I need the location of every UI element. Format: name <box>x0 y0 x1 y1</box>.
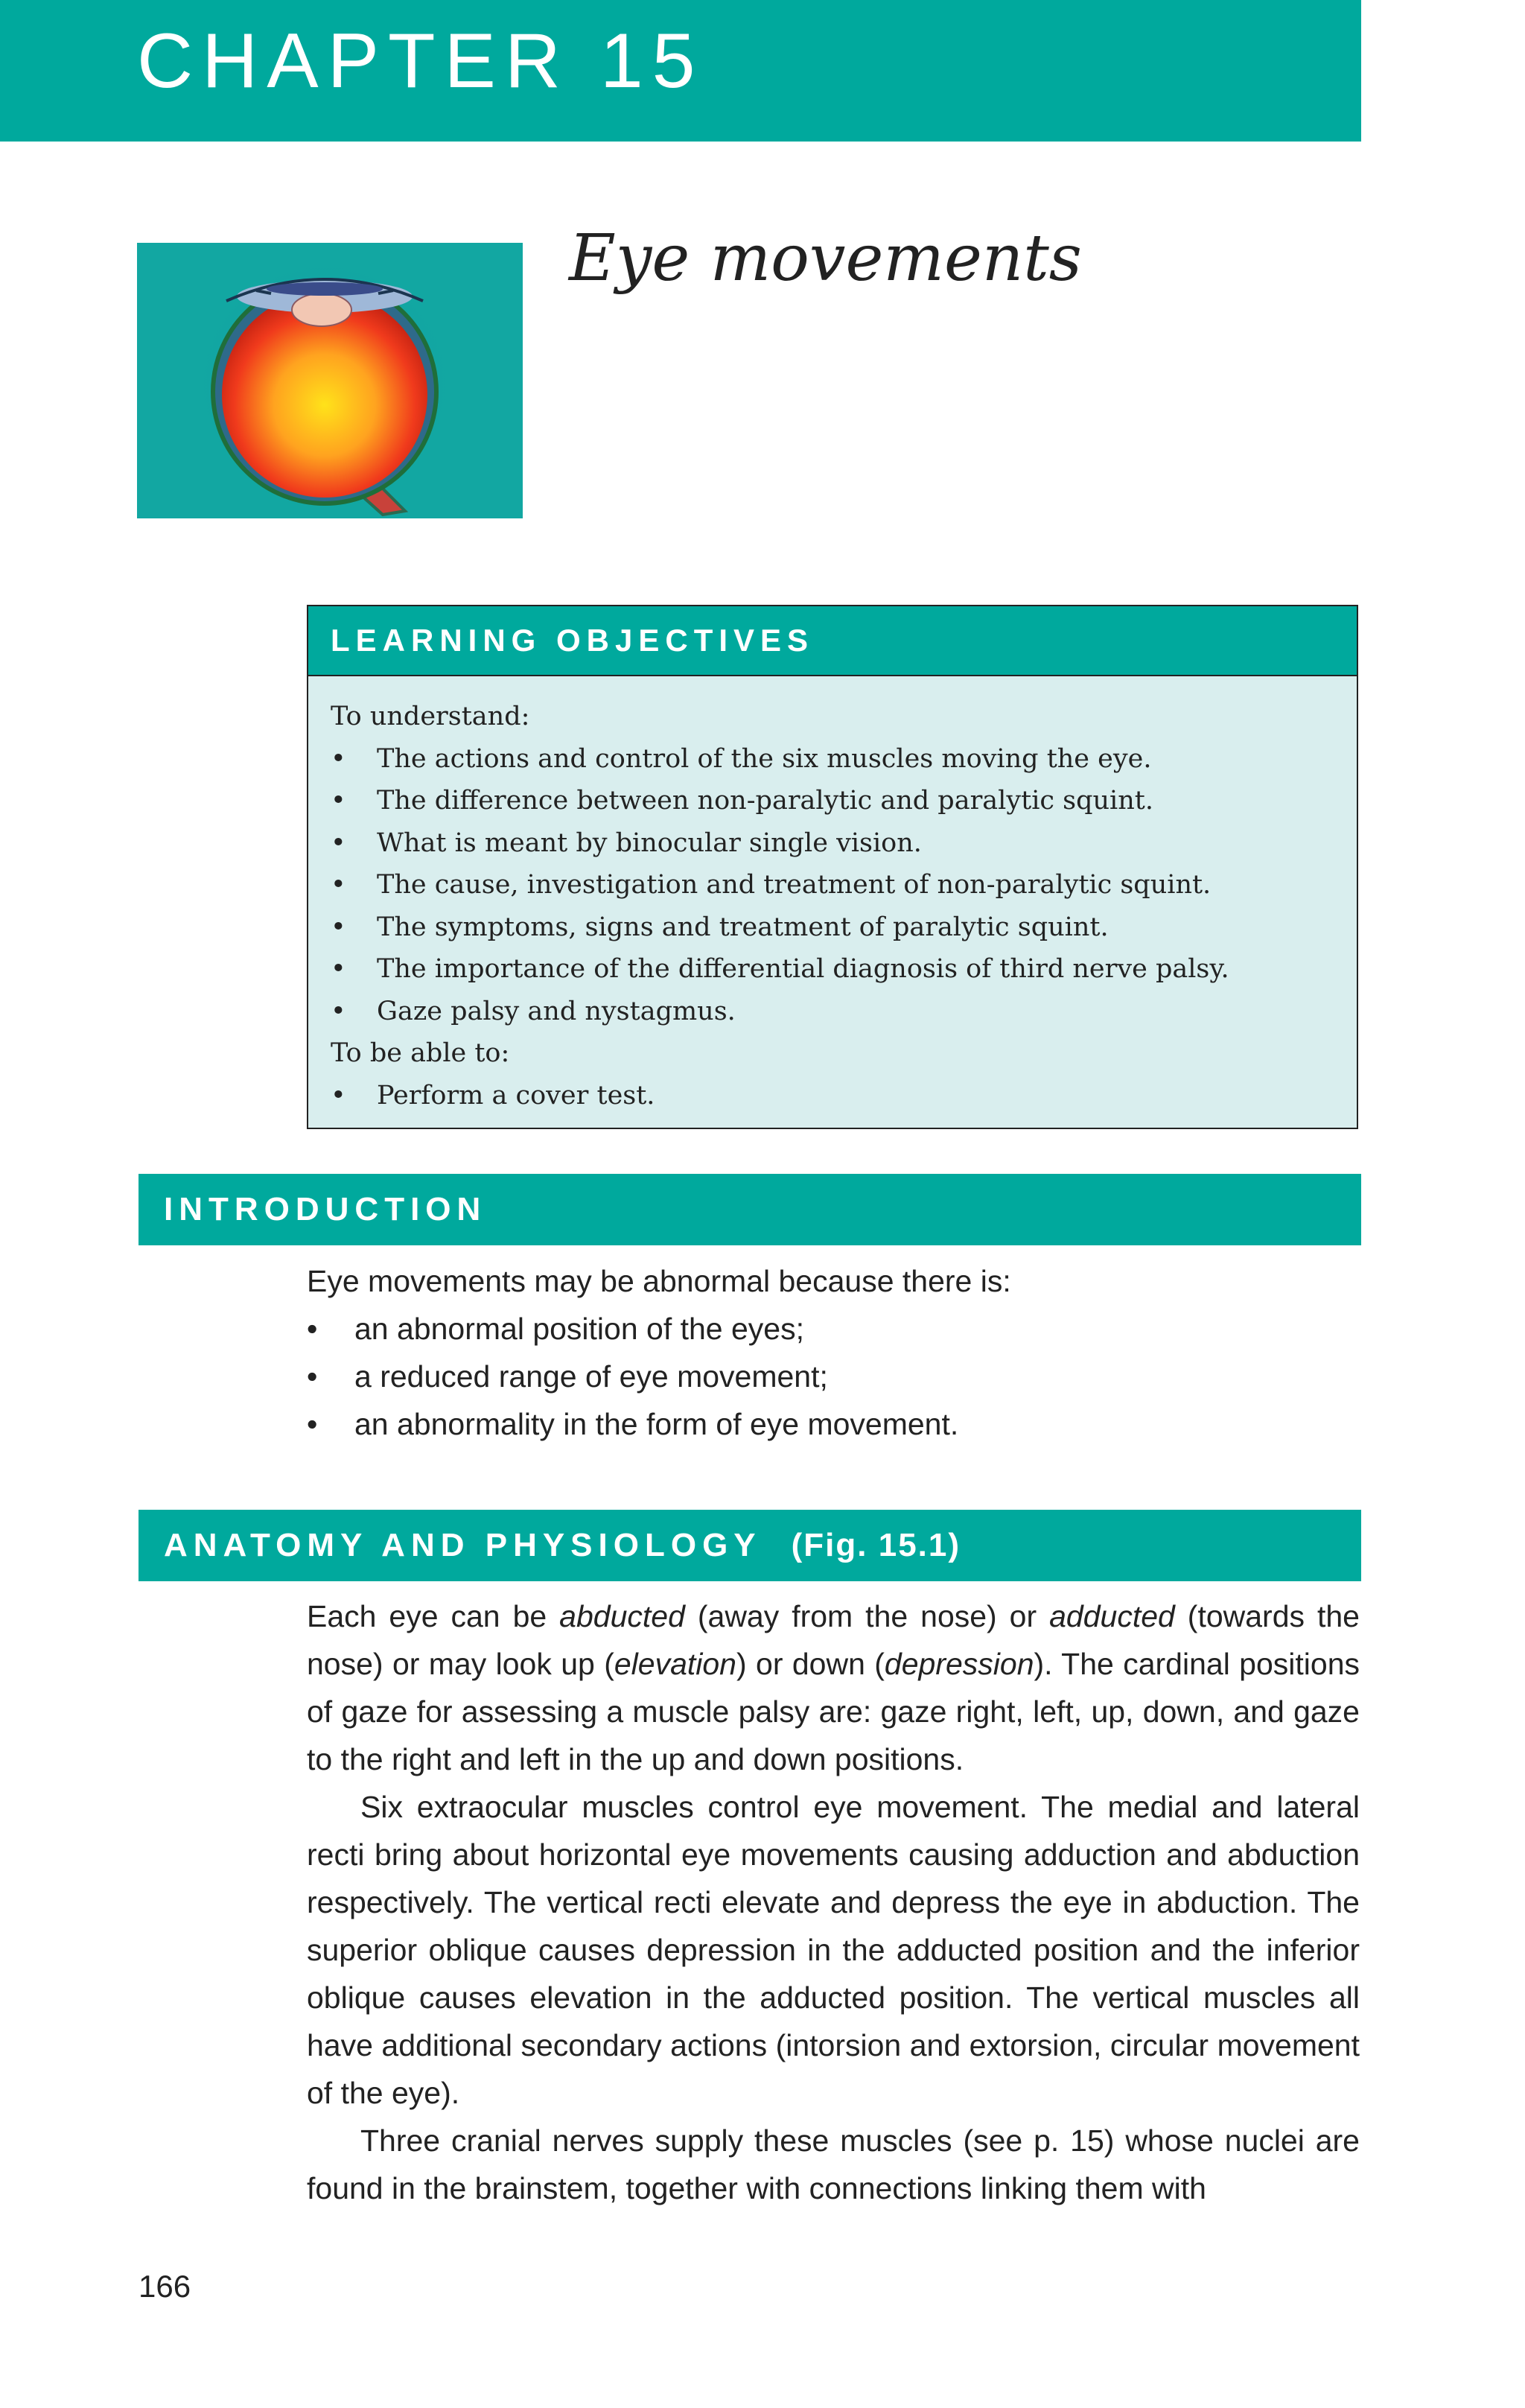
list-item: • The importance of the differential diagnosis of third nerve palsy. <box>331 948 1334 991</box>
objectives-intro: To understand: <box>331 702 530 731</box>
bullet-icon: • <box>331 954 346 984</box>
bullet-icon: • <box>331 1080 346 1111</box>
chapter-label: CHAPTER 15 <box>137 18 704 104</box>
list-item: • The symptoms, signs and treatment of paralytic squint. <box>331 906 1334 949</box>
list-item: • The actions and control of the six muscles moving the eye. <box>331 738 1334 781</box>
list-item: • Gaze palsy and nystagmus. <box>331 991 1334 1033</box>
bullet-icon: • <box>331 743 346 774</box>
anatomy-body <box>307 1592 1360 2212</box>
list-item: • an abnormality in the form of eye movement. <box>307 1400 1361 1448</box>
learning-objectives-box <box>307 605 1358 1129</box>
bullet-icon: • <box>331 827 346 858</box>
bullet-icon: • <box>331 870 346 900</box>
bullet-icon: • <box>331 912 346 942</box>
bullet-icon: • <box>307 1359 318 1394</box>
page-number: 166 <box>139 2269 191 2304</box>
paragraph: Three cranial nerves supply these muscles (see p. 15) whose nuclei are found in the brainstem, together with connections linking them with <box>307 2123 1360 2205</box>
introduction-heading: INTRODUCTION <box>139 1174 1361 1245</box>
chapter-title: Eye movements <box>569 221 1082 296</box>
chapter-header-band <box>0 0 1361 142</box>
objectives-able-intro: To be able to: <box>331 1038 510 1068</box>
paragraph: Six extraocular muscles control eye movement. The medial and lateral recti bring about horizontal eye movements causing adduction and abduction respectively. The vertical recti elevate and depress the eye in abduction. The superior oblique causes depression in the adducted position and the inferior oblique causes elevation in the adducted position. The vertical muscles all have additional secondary actions (intorsion and extorsion, circular movement of the eye). <box>307 1790 1360 2110</box>
chapter-eye-image <box>137 243 523 518</box>
bullet-icon: • <box>331 996 346 1026</box>
bullet-icon: • <box>307 1407 318 1441</box>
paragraph: Each eye can be abducted (away from the nose) or adducted (towards the nose) or may look up (elevation) or down (depression). The cardinal positions of gaze for assessing a muscle palsy are: gaze right, left, up, down, and gaze to the right and left in the up and down positions. <box>307 1599 1360 1776</box>
learning-objectives-heading: LEARNING OBJECTIVES <box>308 606 1357 676</box>
list-item: • What is meant by binocular single vision. <box>331 822 1334 865</box>
anatomy-heading: ANATOMY AND PHYSIOLOGY (Fig. 15.1) <box>139 1510 1361 1581</box>
list-item: • The cause, investigation and treatment of non-paralytic squint. <box>331 864 1334 906</box>
introduction-lead: Eye movements may be abnormal because there is: <box>307 1264 1011 1298</box>
introduction-body <box>307 1257 1361 1448</box>
list-item: • The difference between non-paralytic and paralytic squint. <box>331 780 1334 822</box>
list-item: • a reduced range of eye movement; <box>307 1353 1361 1400</box>
bullet-icon: • <box>331 786 346 816</box>
learning-objectives-body <box>308 676 1357 1116</box>
list-item: • Perform a cover test. <box>331 1075 1334 1117</box>
figure-reference: (Fig. 15.1) <box>791 1527 961 1563</box>
bullet-icon: • <box>307 1312 318 1346</box>
list-item: • an abnormal position of the eyes; <box>307 1305 1361 1353</box>
